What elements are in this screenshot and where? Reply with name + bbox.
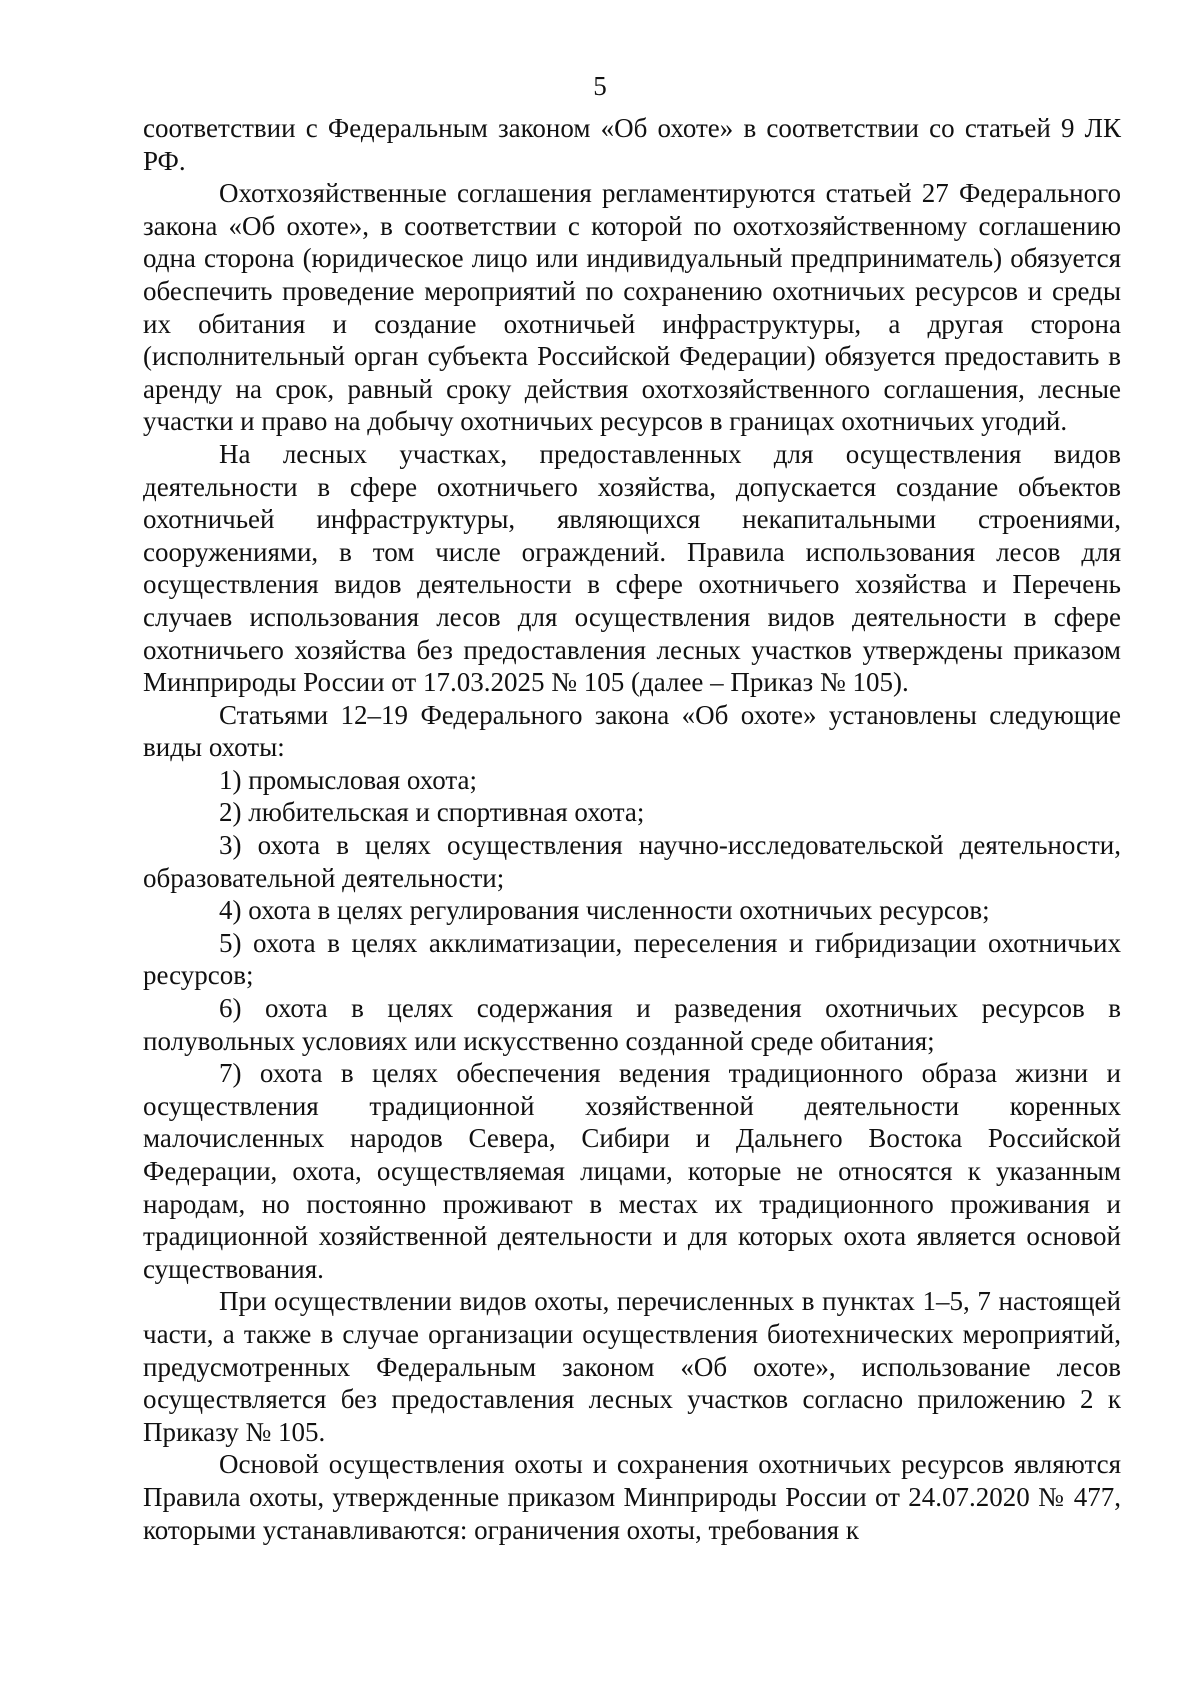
paragraph-hunting-rules: Основой осуществления охоты и сохранения охотничьих ресурсов являются Правила охоты, утвержденные приказом Минприроды России от 24.07.2020 № 477, которыми устанавливаются: ограничения охоты, требования к [143,1449,1121,1545]
list-item-5: 5) охота в целях акклиматизации, переселения и гибридизации охотничьих ресурсов; [143,927,1121,991]
paragraph-forest-plots: На лесных участках, предоставленных для осуществления видов деятельности в сфере охотничьего хозяйства, допускается создание объектов охотничьей инфраструктуры, являющихся некапитальными строениями, сооружениями, в том числе ограждений. Правила использования лесов для осуществления видов деятельности в сфере охотничьего хозяйства и Перечень случаев использования лесов для осуществления видов деятельности в сфере охотничьего хозяйства без предоставления лесных участков утверждены приказом Минприроды России от 17.03.2025 № 105 (далее – Приказ № 105). [143,438,1121,698]
paragraph-continuation: соответствии с Федеральным законом «Об охоте» в соответствии со статьей 9 ЛК РФ. [143,113,1121,176]
paragraph-forest-use: При осуществлении видов охоты, перечисленных в пунктах 1–5, 7 настоящей части, а также в случае организации осуществления биотехнических мероприятий, предусмотренных Федеральным законом «Об охоте», использование лесов осуществляется без предоставления лесных участков согласно приложению 2 к Приказу № 105. [143,1286,1121,1447]
list-item-6: 6) охота в целях содержания и разведения охотничьих ресурсов в полувольных условиях или искусственно созданной среде обитания; [143,993,1121,1056]
paragraph-hunting-types-intro: Статьями 12–19 Федерального закона «Об охоте» установлены следующие виды охоты: [143,699,1121,763]
page-number: 5 [593,71,607,101]
list-item-2: 2) любительская и спортивная охота; [219,797,645,828]
list-item-7: 7) охота в целях обеспечения ведения традиционного образа жизни и осуществления традиционной хозяйственной деятельности коренных малочисленных народов Севера, Сибири и Дальнего Востока Российской Федерации, охота, осуществляемая лицами, которые не относятся к указанным народам, но постоянно проживают в местах их традиционного проживания и традиционной хозяйственной деятельности и для которых охота является основой существования. [143,1058,1121,1284]
paragraph-hunting-agreements: Охотхозяйственные соглашения регламентируются статьей 27 Федерального закона «Об охоте», в соответствии с которой по охотхозяйственному соглашению одна сторона (юридическое лицо или индивидуальный предприниматель) обязуется обеспечить проведение мероприятий по сохранению охотничьих ресурсов и среды их обитания и создание охотничьей инфраструктуры, а другая сторона (исполнительный орган субъекта Российской Федерации) обязуется предоставить в аренду на срок, равный сроку действия охотхозяйственного соглашения, лесные участки и право на добычу охотничьих ресурсов в границах охотничьих угодий. [143,178,1121,437]
document-body [143,112,1121,1546]
list-item-4: 4) охота в целях регулирования численности охотничьих ресурсов; [219,895,990,926]
list-item-3: 3) охота в целях осуществления научно-исследовательской деятельности, образовательной деятельности; [143,830,1121,893]
list-item-1: 1) промысловая охота; [219,764,477,795]
